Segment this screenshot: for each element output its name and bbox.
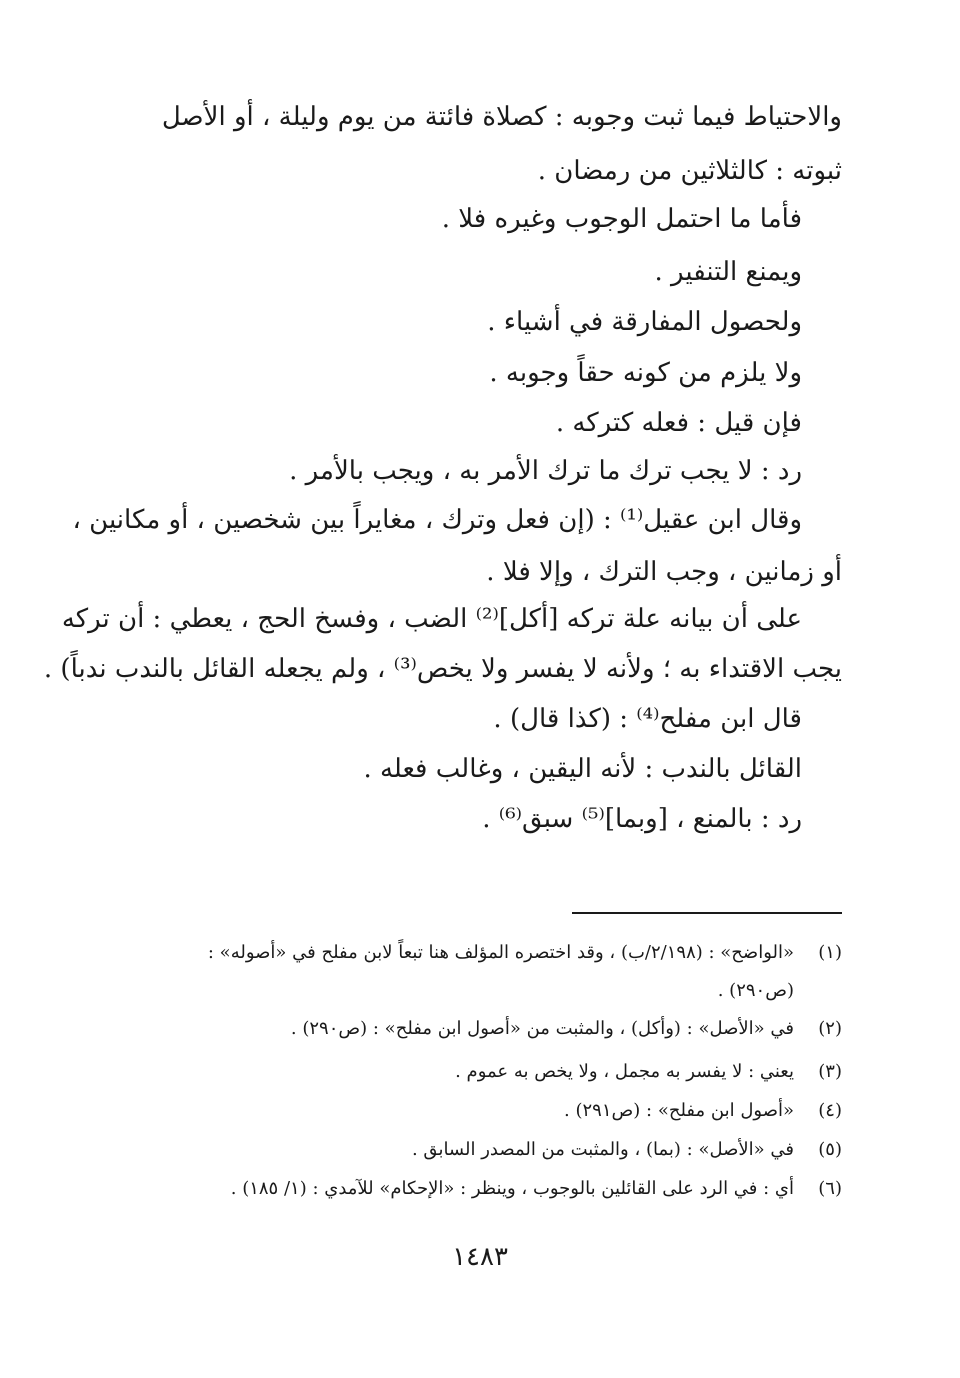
text-line: فإن قيل : فعله كتركه . [555,408,802,438]
footnote-text: في «الأصل» : (بما) ، والمثبت من المصدر السابق . [411,1139,794,1160]
text-line: وقال ابن عقيل⁽¹⁾ : (إن فعل وترك ، مغايراً بين شخصين ، أو مكانين ، [72,505,802,535]
text-line: أو زمانين ، وجب الترك ، وإلا فلا . [486,557,842,587]
footnote-number: (٤) [818,1100,842,1121]
text-line: على أن بيانه علة تركه [أكل]⁽²⁾ الضب ، وفسخ الحج ، يعطي : أن تركه [61,604,802,634]
text-line: ولا يلزم من كونه حقاً وجوبه . [489,358,802,388]
text-line: يجب الاقتداء به ؛ ولأنه لا يفسر ولا يخص⁽³⁾ ، ولم يجعله القائل بالندب ندباً) . [43,654,842,684]
footnote-number: (١) [818,942,842,963]
text-line: القائل بالندب : لأنه اليقين ، وغالب فعله . [363,754,802,784]
footnote-separator [572,912,842,914]
text-line: رد : بالمنع ، [وبما]⁽⁵⁾ سبق⁽⁶⁾ . [482,804,802,834]
text-line: ولحصول المفارقة في أشياء . [487,307,802,337]
footnote-text: أي : في الرد على القائلين بالوجوب ، وينظر : «الإحكام» للآمدي : (١/ ١٨٥) . [230,1178,794,1199]
footnote-text: (ص٢٩٠) . [717,980,794,1001]
footnote-number: (٦) [818,1178,842,1199]
footnote-text: «أصول ابن مفلح» : (ص٢٩١) . [564,1100,794,1121]
text-line: ثبوته : كالثلاثين من رمضان . [537,156,842,186]
footnote-number: (٢) [818,1018,842,1039]
text-line: قال ابن مفلح⁽⁴⁾ : (كذا قال) . [493,704,802,734]
footnote-text: يعني : لا يفسر به مجمل ، ولا يخص به عموم . [455,1061,794,1082]
footnote-text: في «الأصل» : (وأكل) ، والمثبت من «أصول ابن مفلح» : (ص٢٩٠) . [290,1018,794,1039]
footnote-number: (٣) [818,1061,842,1082]
text-line: والاحتياط فيما ثبت وجوبه : كصلاة فائتة من يوم وليلة ، أو الأصل [161,102,842,132]
text-line: ويمنع التنفير . [654,257,802,287]
footnote-number: (٥) [818,1139,842,1160]
page-number: ١٤٨٣ [452,1242,508,1272]
text-line: فأما ما احتمل الوجوب وغيره فلا . [441,204,802,234]
text-line: رد : لا يجب ترك ما ترك الأمر به ، ويجب بالأمر . [289,456,802,486]
footnote-text: «الواضح» : (٢/١٩٨/ب) ، وقد اختصره المؤلف هنا تبعاً لابن مفلح في «أصوله» : [207,942,794,963]
